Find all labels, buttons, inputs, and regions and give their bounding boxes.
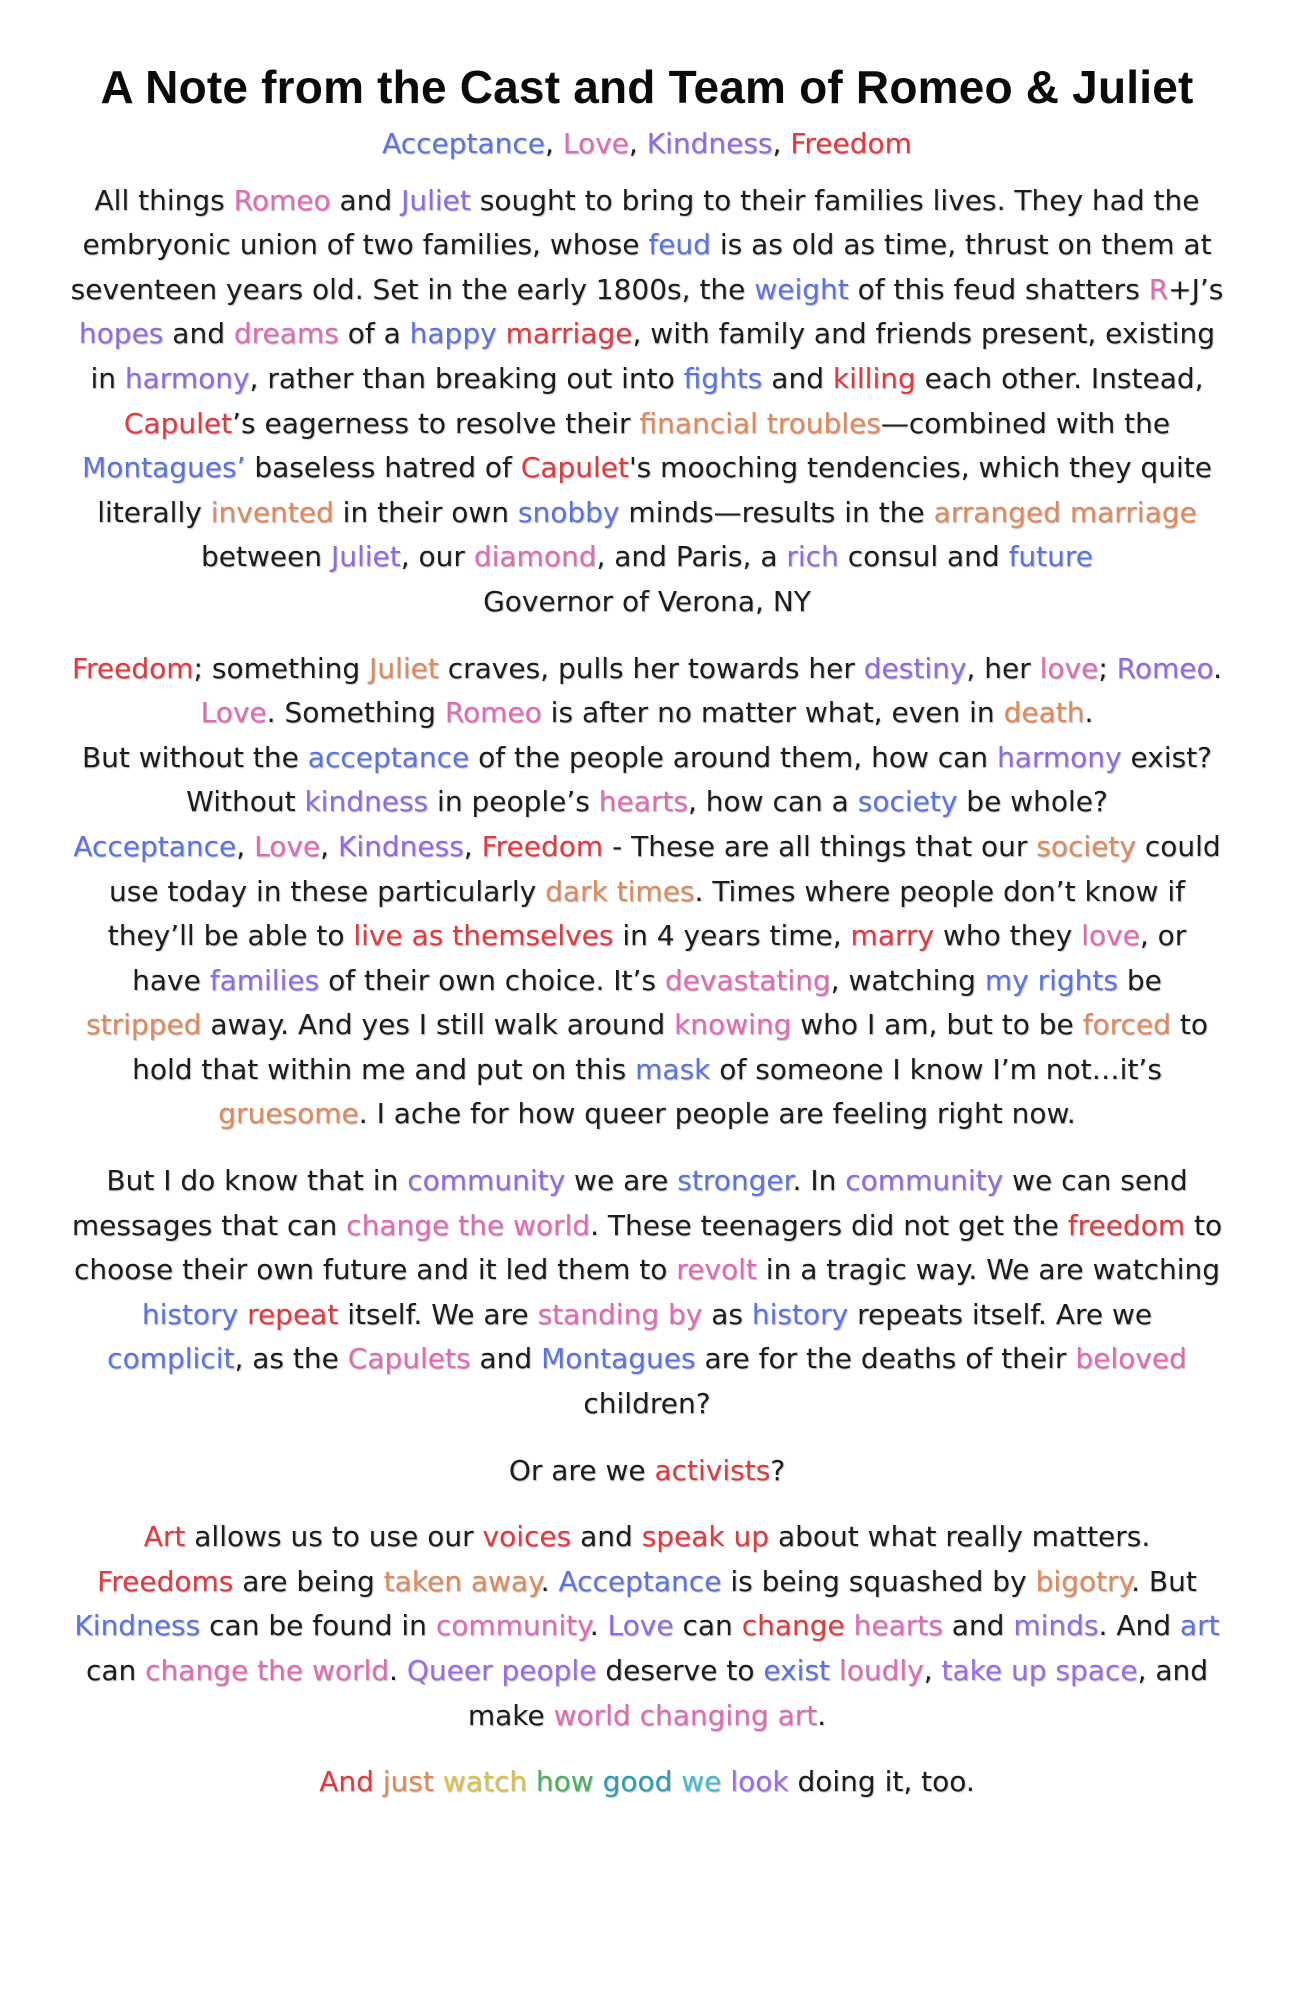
highlighted-word: Kindness <box>74 1609 201 1643</box>
highlighted-word: change the world <box>145 1654 390 1687</box>
highlighted-word: hopes <box>78 317 164 351</box>
highlighted-word: arranged marriage <box>933 495 1197 529</box>
highlighted-word: acceptance <box>307 740 470 774</box>
highlighted-word: harmony <box>124 361 250 395</box>
highlighted-word: just <box>382 1765 434 1799</box>
highlighted-word: my rights <box>984 963 1118 997</box>
highlighted-word: we <box>681 1765 722 1799</box>
highlighted-word: Freedom <box>481 829 604 863</box>
paragraph-3: But I do know that in community we are stronger. In community we can send messages that can change the world. These teenagers did not get the freedom to choose their own future and it led them to revolt in a tragic way. We are watching history repeat itself. We are standing by as history repeats itself. Are we complicit, as the Capulets and Montagues are for the deaths of their beloved children? <box>71 1164 1223 1421</box>
highlighted-word: look <box>730 1765 789 1799</box>
highlighted-word: gruesome <box>218 1097 359 1131</box>
highlighted-word: rich <box>786 540 839 574</box>
highlighted-word: Kindness <box>337 829 464 863</box>
highlighted-word: death <box>1003 696 1085 730</box>
highlighted-word: Montagues <box>541 1342 696 1376</box>
highlighted-word: Art <box>143 1520 186 1554</box>
highlighted-word: Juliet <box>369 651 439 685</box>
highlighted-word: love <box>1081 919 1140 953</box>
highlighted-word: diamond <box>473 540 597 574</box>
paragraph-2: Freedom; something Juliet craves, pulls her towards her destiny, her love; Romeo. Love. Something Romeo is after no matter what, even in death. But without the acceptance of the people around them, how can harmony exist? Without kindness in people’s hearts, how can a society be whole? Acceptance, Love, Kindness, Freedom - These are all things that our society could use today in these particularly dark times. Times where people don’t know if they’ll be able to live as themselves in 4 years time, marry who they love, or have families of their own choice. It’s devastating, watching my rights be stripped away. And yes I still walk around knowing who I am, but to be forced to hold that within me and put on this mask of someone I know I’m not…it’s gruesome. I ache for how queer people are feeling right now. <box>71 651 1223 1131</box>
highlighted-word: Acceptance <box>73 829 237 863</box>
highlighted-word: voices <box>482 1520 572 1554</box>
highlighted-word: exist <box>763 1654 831 1687</box>
highlighted-word: freedom <box>1067 1208 1186 1242</box>
highlighted-word: change the world <box>346 1208 591 1242</box>
highlighted-word: beloved <box>1075 1342 1187 1376</box>
highlighted-word: Queer people <box>406 1654 597 1687</box>
highlighted-word: Romeo <box>233 183 331 217</box>
highlighted-word: destiny <box>863 651 967 685</box>
highlighted-word: Acceptance <box>382 127 546 160</box>
highlighted-word: community <box>845 1164 1004 1198</box>
highlighted-word: Kindness <box>646 127 773 160</box>
highlighted-word: standing by <box>537 1297 703 1331</box>
highlighted-word: community <box>407 1164 566 1198</box>
highlighted-word: loudly <box>838 1654 924 1687</box>
highlighted-word: take up space <box>941 1654 1138 1687</box>
highlighted-word: invented <box>210 495 334 529</box>
highlighted-word: forced <box>1082 1008 1171 1042</box>
highlighted-word: society <box>857 785 958 819</box>
closing-line: And just watch how good we look doing it, too. <box>319 1765 975 1799</box>
highlighted-word: community <box>435 1609 590 1643</box>
highlighted-word: Juliet <box>330 540 401 574</box>
highlighted-word: complicit <box>107 1342 235 1376</box>
highlighted-word: feud <box>648 228 711 262</box>
highlighted-word: Romeo <box>444 696 542 730</box>
highlighted-word: And <box>319 1765 374 1799</box>
highlighted-word: Acceptance <box>558 1564 722 1598</box>
highlighted-word: Romeo <box>1116 651 1214 685</box>
highlighted-word: live as themselves <box>353 919 614 953</box>
highlighted-word: Freedom <box>790 127 912 160</box>
page-title: A Note from the Cast and Team of Romeo & Juliet <box>100 61 1194 113</box>
paragraph-5: Art allows us to use our voices and speak up about what really matters. Freedoms are being taken away. Acceptance is being squashed by bigotry. But Kindness can be found in community. Love can change hearts and minds. And art can change the world. Queer people deserve to exist loudly, take up space, and make world changing art. <box>74 1520 1220 1732</box>
highlighted-word: snobby <box>517 495 620 529</box>
highlighted-word: history <box>141 1297 239 1331</box>
highlighted-word: Capulets <box>347 1342 471 1376</box>
highlighted-word: Montagues’ <box>82 451 246 485</box>
highlighted-word: Capulet <box>520 451 629 485</box>
highlighted-word: Capulet <box>123 406 233 440</box>
highlighted-word: change <box>741 1609 845 1643</box>
highlighted-word: good <box>602 1765 673 1799</box>
highlighted-word: art <box>1179 1609 1220 1643</box>
highlighted-word: minds <box>1013 1609 1099 1643</box>
highlighted-word: Love <box>200 696 267 730</box>
highlighted-word: hearts <box>853 1609 943 1643</box>
highlighted-word: Freedoms <box>97 1564 234 1598</box>
highlighted-word: speak up <box>641 1520 770 1554</box>
highlighted-word: Freedom <box>71 651 194 685</box>
highlighted-word: Love <box>562 127 629 160</box>
highlighted-word: revolt <box>676 1253 757 1287</box>
paragraph-4: Or are we activists? <box>508 1453 786 1487</box>
highlighted-word: world changing art <box>553 1698 818 1732</box>
highlighted-word: kindness <box>304 785 429 819</box>
highlighted-word: love <box>1039 651 1099 685</box>
highlighted-word: hearts <box>598 785 688 819</box>
highlighted-word: fights <box>683 361 763 395</box>
highlighted-word: killing <box>832 361 916 395</box>
highlighted-word: marry <box>850 919 935 953</box>
highlighted-word: watch <box>442 1765 527 1799</box>
highlighted-word: activists <box>654 1453 771 1487</box>
highlighted-word: marriage <box>505 317 633 351</box>
highlighted-word: R <box>1148 272 1169 306</box>
highlighted-word: history <box>751 1297 849 1331</box>
highlighted-word: devastating <box>664 963 831 997</box>
highlighted-word: how <box>535 1765 594 1799</box>
highlighted-word: society <box>1036 829 1136 863</box>
tagline: Acceptance, Love, Kindness, Freedom <box>382 127 912 160</box>
highlighted-word: mask <box>635 1052 711 1086</box>
highlighted-word: repeat <box>247 1297 339 1331</box>
highlighted-word: dreams <box>233 317 339 351</box>
highlighted-word: stronger <box>677 1164 793 1198</box>
paragraph-1: All things Romeo and Juliet sought to bring to their families lives. They had the embryonic union of two families, whose feud is as old as time, thrust on them at seventeen years old. Set in the early 1800s, the weight of this feud shatters R+J’s hopes and dreams of a happy marriage, with family and friends present, existing in harmony, rather than breaking out into fights and killing each other. Instead, Capulet’s eagerness to resolve their financial troubles—combined with the Montagues’ baseless hatred of Capulet's mooching tendencies, which they quite literally invented in their own snobby minds—results in the arranged marriage between Juliet, our diamond, and Paris, a rich consul and future Governor of Verona, NY <box>70 183 1224 618</box>
highlighted-word: dark times <box>545 874 695 908</box>
highlighted-word: financial troubles <box>639 406 881 440</box>
highlighted-word: stripped <box>86 1008 202 1042</box>
highlighted-word: taken away <box>383 1564 541 1598</box>
highlighted-word: harmony <box>996 740 1122 774</box>
highlighted-word: bigotry <box>1035 1564 1132 1598</box>
highlighted-word: Juliet <box>401 183 471 217</box>
highlighted-word: Love <box>607 1609 674 1643</box>
highlighted-word: happy <box>409 317 497 351</box>
highlighted-word: weight <box>754 272 849 306</box>
highlighted-word: future <box>1008 540 1094 574</box>
highlighted-word: knowing <box>674 1008 792 1042</box>
highlighted-word: Love <box>254 829 321 863</box>
highlighted-word: families <box>209 963 320 997</box>
